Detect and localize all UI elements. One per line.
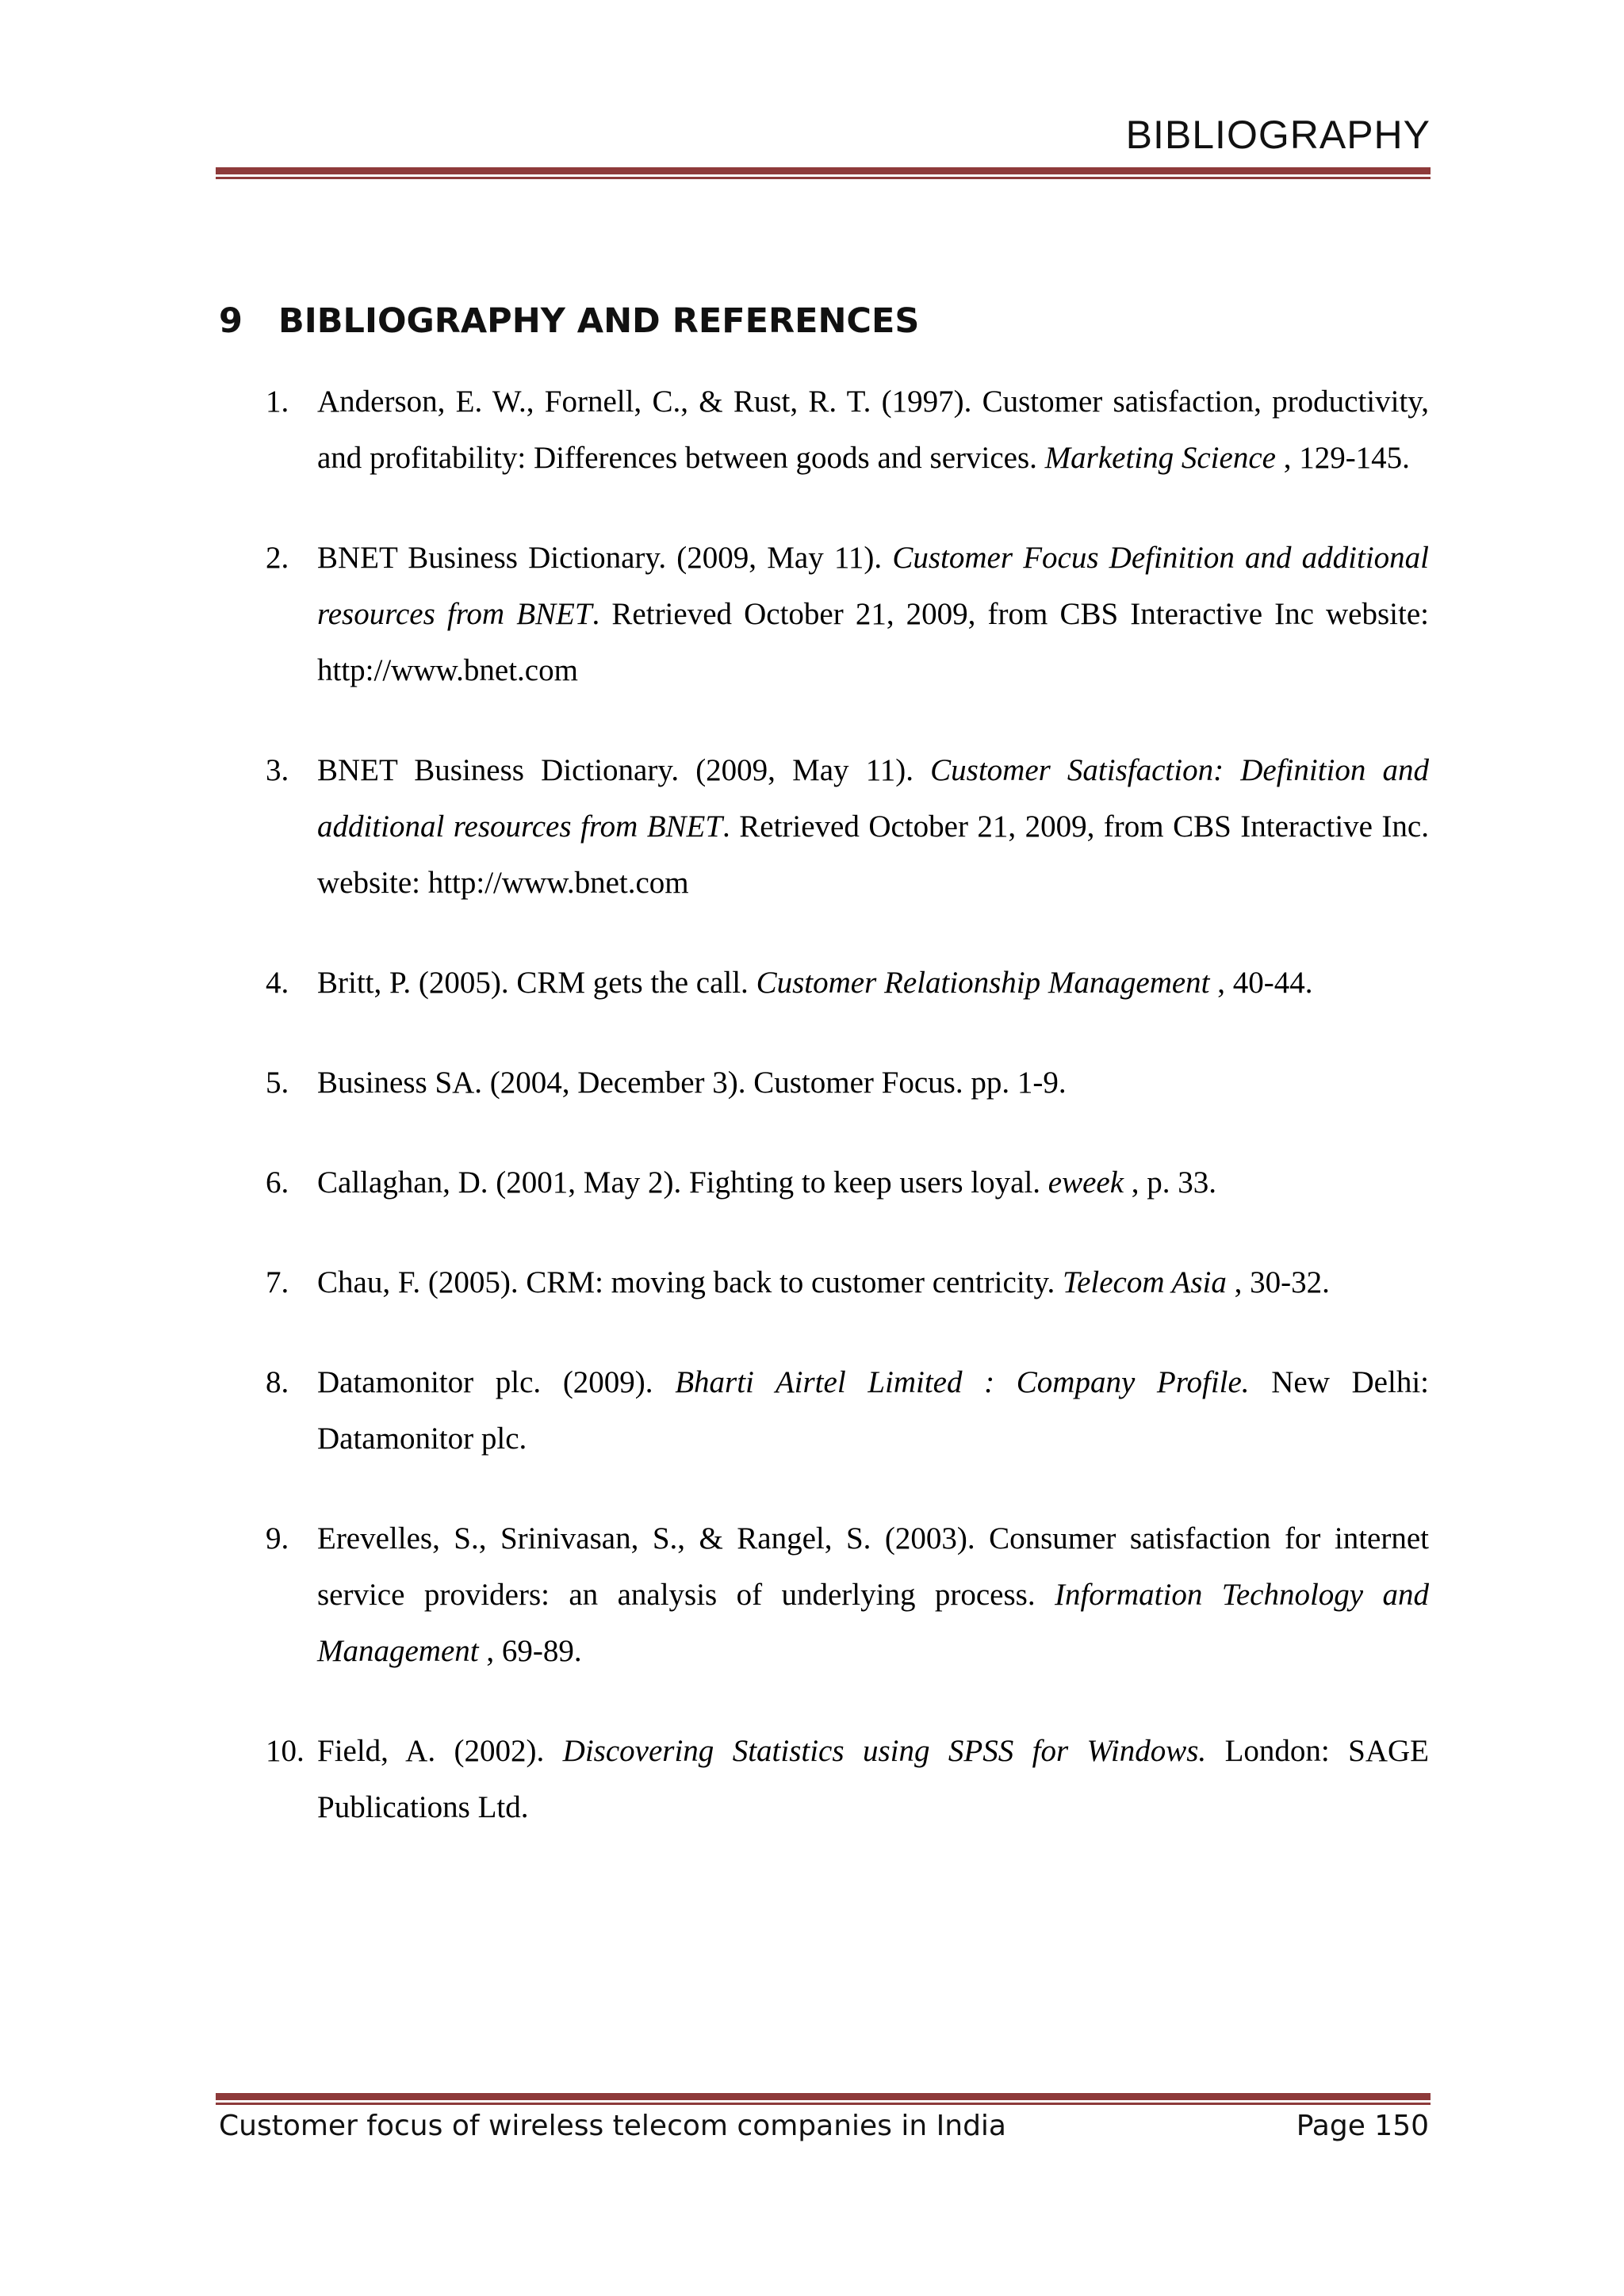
reference-details: , 129-145. [1275,441,1410,475]
reference-source-title: Discovering Statistics using SPSS for Windows. [562,1734,1207,1768]
reference-number: 5. [266,1066,289,1100]
header-rule-thick [216,167,1431,174]
reference-list [266,373,1430,1879]
chapter-title: BIBLIOGRAPHY AND REFERENCES [278,301,920,341]
reference-text: Field, A. (2002). [317,1734,563,1768]
reference-number: 3. [266,753,289,787]
reference-number: 9. [266,1521,289,1556]
running-header: BIBLIOGRAPHY [1125,113,1431,157]
reference-item [266,530,1429,698]
footer-rule-thick [216,2093,1431,2100]
reference-source-title: Customer Relationship Management [756,966,1210,1000]
reference-text: Anderson, E. W., Fornell, C., & Rust, R. T. (1997). Customer satisfaction, productivity, and profitability: Differences between goods and services. [317,385,1429,475]
reference-source-title: Information Technology and Management [317,1578,1429,1668]
reference-details: , 30-32. [1226,1265,1330,1299]
reference-number: 1. [266,385,289,419]
reference-text: Britt, P. (2005). CRM gets the call. [317,966,756,1000]
reference-item [266,1254,1429,1311]
chapter-number: 9 [219,301,243,341]
header-rule [216,167,1431,179]
reference-details: . Retrieved October 21, 2009, from CBS Interactive Inc website: http://www.bnet.com [317,597,1429,687]
footer-rule [216,2093,1431,2105]
reference-number: 8. [266,1365,289,1399]
reference-item [266,373,1429,486]
reference-text: Business SA. (2004, December 3). Customer Focus. pp. 1-9. [317,1066,1067,1100]
reference-details: , 40-44. [1209,966,1313,1000]
reference-text: Datamonitor plc. (2009). [317,1365,676,1399]
reference-item [266,1723,1429,1835]
reference-source-title: Marketing Science [1044,441,1276,475]
footer-page-number: Page 150 [1296,2110,1429,2142]
reference-source-title: Bharti Airtel Limited : Company Profile. [675,1365,1250,1399]
reference-source-title: Customer Focus Definition and additional resources from BNET [317,541,1429,631]
reference-item [266,1154,1429,1211]
reference-details: . Retrieved October 21, 2009, from CBS Interactive Inc. website: http://www.bnet.com [317,809,1429,900]
reference-details: London: SAGE Publications Ltd. [317,1734,1429,1824]
reference-details: , 69-89. [478,1634,582,1668]
reference-text: Erevelles, S., Srinivasan, S., & Rangel, S. (2003). Consumer satisfaction for internet service providers: an analysis of underlying process. [317,1521,1429,1612]
reference-source-title: Customer Satisfaction: Definition and additional resources from BNET [317,753,1430,844]
reference-source-title: eweek [1048,1165,1124,1200]
reference-number: 6. [266,1165,289,1200]
reference-details: , p. 33. [1124,1165,1217,1200]
reference-text: Callaghan, D. (2001, May 2). Fighting to keep users loyal. [317,1165,1048,1200]
reference-text: Chau, F. (2005). CRM: moving back to customer centricity. [317,1265,1063,1299]
reference-item [266,1510,1429,1679]
reference-details: New Delhi: Datamonitor plc. [317,1365,1429,1456]
reference-item [266,1354,1429,1467]
header-rule-thin [216,177,1431,179]
chapter-heading [219,297,919,345]
reference-text: BNET Business Dictionary. (2009, May 11). [317,753,931,787]
reference-source-title: Telecom Asia [1062,1265,1227,1299]
reference-number: 4. [266,966,289,1000]
reference-item [266,1054,1429,1111]
reference-number: 7. [266,1265,289,1299]
footer-document-title: Customer focus of wireless telecom companies in India [219,2110,1006,2142]
reference-text: BNET Business Dictionary. (2009, May 11). [317,541,893,575]
reference-number: 10. [266,1734,304,1768]
reference-item [266,955,1429,1011]
reference-item [266,742,1430,911]
reference-number: 2. [266,541,289,575]
